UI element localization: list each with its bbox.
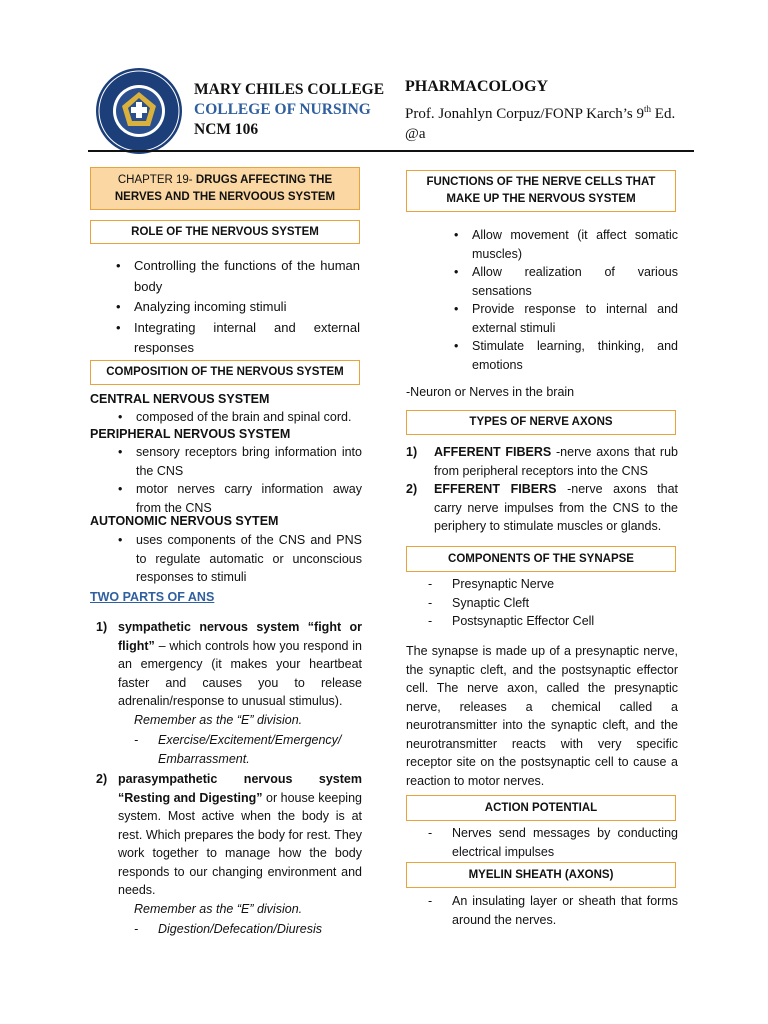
chapter-title: DRUGS AFFECTING THE NERVES AND THE NERVOOUS SYSTEM [114,173,336,203]
list-item: - Synaptic Cleft [428,594,678,613]
list-item: - Exercise/Excitement/Emergency/ Embarrassment. [134,731,362,768]
action-list [428,824,678,861]
item-number: 1) [96,620,108,634]
list-item: • Provide response to internal and external stimuli [450,300,678,337]
professor-line [405,99,705,144]
list-item [406,480,678,536]
parasympathetic-dash-list [118,920,362,939]
school-block [194,80,384,140]
list-item: - An insulating layer or sheath that forms around the nerves. [428,892,678,929]
role-heading: ROLE OF THE NERVOUS SYSTEM [90,220,360,244]
college-logo [96,68,182,154]
neuron-note: -Neuron or Nerves in the brain [406,385,575,399]
ans-heading: AUTONOMIC NERVOUS SYTEM [90,514,279,528]
list-item: • Allow realization of various sensations [450,263,678,300]
item-number: 1) [406,445,418,459]
sympathetic-dash-list [118,731,362,768]
list-item: - Nerves send messages by conducting electrical impulses [428,824,678,861]
cns-list [114,408,364,427]
nursing-name: COLLEGE OF NURSING [194,101,371,118]
prof-suffix: Ed. [651,106,676,122]
list-item [90,770,362,939]
functions-list [450,226,678,374]
list-item: - Digestion/Defecation/Diuresis [134,920,362,939]
chapter-box [90,167,360,210]
functions-heading [406,170,676,212]
list-item [406,443,678,480]
afferent-title: AFFERENT FIBERS [434,445,552,459]
item-number: 2) [96,772,108,786]
header-rule [88,150,694,152]
chapter-prefix: CHAPTER 19- [117,173,196,186]
remember-note: Remember as the “E” division. [134,712,303,727]
pns-list [114,443,362,517]
list-item: • sensory receptors bring information into the CNS [114,443,362,480]
afferent-text: -nerve axons that rub from peripheral receptors into the CNS [434,445,678,478]
prof-prefix: Prof. Jonahlyn Corpuz/FONP Karch’s 9 [405,106,645,122]
synapse-paragraph: The synapse is made up of a presynaptic nerve, the synaptic cleft, and the postsynaptic effector cell. The nerve axon, called the presynaptic nerve, releases a chemical called a neurotransmitter into the synaptic cleft, and the neurotransmitter reacts with very specific receptor site on the postsynaptic cell to cause a reaction to motor nerves. [406,644,678,788]
parasympathetic-title: parasympathetic nervous system “Resting and Digesting” [118,772,362,805]
functions-title: FUNCTIONS OF THE NERVE CELLS THAT MAKE UP THE NERVOUS SYSTEM [426,176,656,205]
list-item: - Postsynaptic Effector Cell [428,612,678,631]
list-item [90,618,362,768]
parasympathetic-text: or house keeping system. Most active when the body is at rest. Which prepares the body for rest. They work together to manage how the body responds to our changing environment and needs. [118,790,362,897]
subject-title: PHARMACOLOGY [405,78,549,95]
myelin-heading: MYELIN SHEATH (AXONS) [406,862,676,888]
efferent-text: -nerve axons that carry nerve impulses from the CNS to the periphery to stimulate muscles or glands. [434,482,678,533]
prof-line2: @a [405,126,426,142]
list-item: • Controlling the functions of the human body [112,256,360,297]
synapse-heading: COMPONENTS OF THE SYNAPSE [406,546,676,572]
course-code: NCM 106 [194,121,259,138]
list-item: • Integrating internal and external responses [112,318,360,359]
two-parts-link[interactable]: TWO PARTS OF ANS [90,590,215,604]
role-list [112,256,360,359]
college-name: MARY CHILES COLLEGE [194,81,385,98]
list-item: • motor nerves carry information away from the CNS [114,480,362,517]
pns-heading: PERIPHERAL NERVOUS SYSTEM [90,427,291,441]
sympathetic-text: – which controls how you respond in an emergency (it makes your heartbeat faster and causes you to release adrenalin/response to unusual stimulus). [118,638,362,708]
sympathetic-title: sympathetic nervous system “fight or flight” [118,620,362,653]
item-number: 2) [406,482,418,496]
synapse-list [428,575,678,631]
list-item: • composed of the brain and spinal cord. [114,408,364,427]
ans-parts-list [90,618,362,939]
list-item: • uses components of the CNS and PNS to regulate automatic or unconscious responses to stimuli [114,531,362,587]
ans-list [114,531,362,587]
list-item: • Stimulate learning, thinking, and emotions [450,337,678,374]
axon-types-list [406,443,678,536]
composition-heading: COMPOSITION OF THE NERVOUS SYSTEM [90,360,360,385]
prof-sup: th [644,104,652,114]
remember-note: Remember as the “E” division. [134,901,303,916]
list-item: - Presynaptic Nerve [428,575,678,594]
myelin-list [428,892,678,929]
list-item: • Allow movement (it affect somatic muscles) [450,226,678,263]
types-heading: TYPES OF NERVE AXONS [406,410,676,435]
action-heading: ACTION POTENTIAL [406,795,676,821]
efferent-title: EFFERENT FIBERS [434,482,557,496]
cns-heading: CENTRAL NERVOUS SYSTEM [90,392,270,406]
list-item: • Analyzing incoming stimuli [112,297,360,318]
